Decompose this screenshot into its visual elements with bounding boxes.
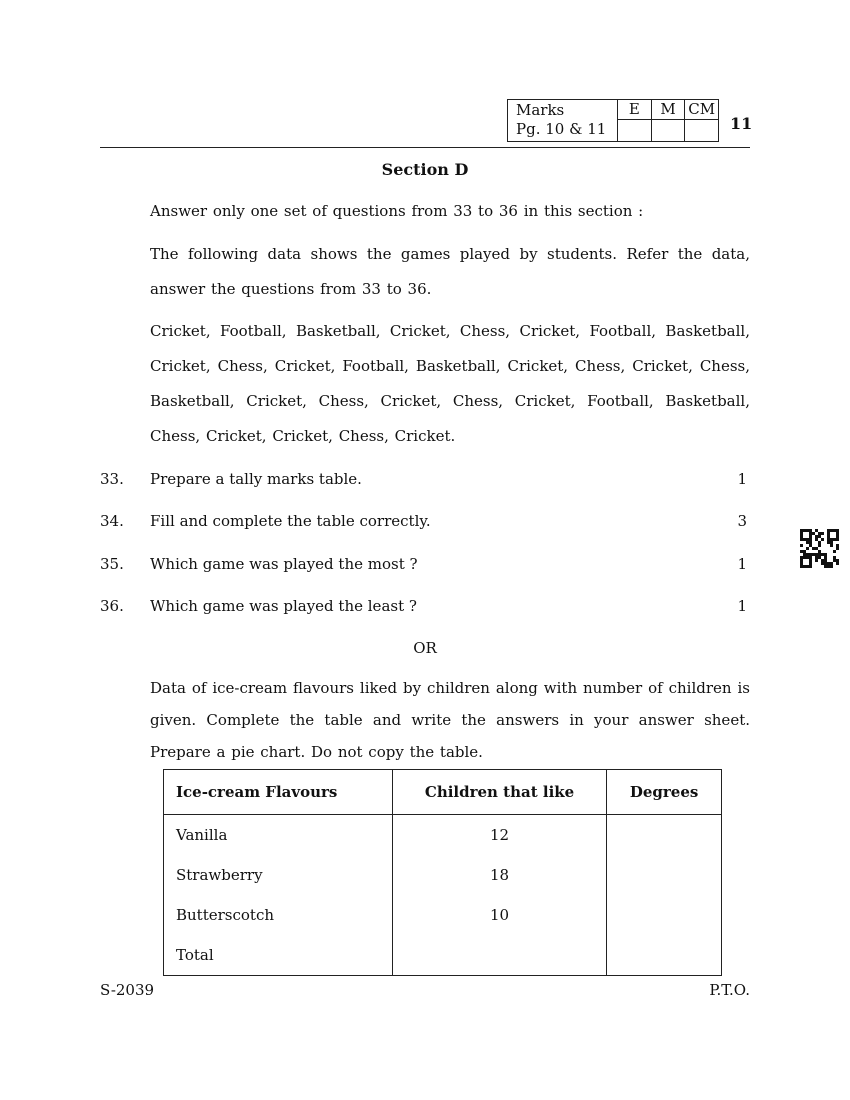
- table-row: [164, 895, 722, 935]
- marks-col-cm: [685, 100, 718, 141]
- marks-label: [508, 100, 618, 141]
- header-divider: [100, 147, 750, 148]
- question-text: Fill and complete the table correctly.: [150, 512, 431, 530]
- marks-col-e: [618, 100, 652, 141]
- table-cell: Strawberry: [164, 855, 393, 895]
- table-cell: [392, 935, 606, 976]
- table-cell: 12: [392, 815, 606, 856]
- table-cell: [607, 895, 722, 935]
- page-number: 11: [730, 114, 753, 133]
- table-cell: [607, 855, 722, 895]
- table-row: [164, 935, 722, 976]
- table-cell: 18: [392, 855, 606, 895]
- marks-col-head: CM: [685, 100, 718, 120]
- question-marks: 1: [737, 597, 747, 615]
- table-row: [164, 855, 722, 895]
- question-marks: 1: [737, 555, 747, 573]
- icecream-table: [163, 769, 722, 976]
- question-number: 34.: [100, 512, 124, 530]
- table-cell: Total: [164, 935, 393, 976]
- marks-label-line2: Pg. 10 & 11: [516, 120, 607, 138]
- marks-col-head: E: [618, 100, 651, 120]
- table-cell: [607, 935, 722, 976]
- marks-box: [507, 99, 719, 142]
- question-35: [100, 555, 750, 575]
- question-34: [100, 512, 750, 532]
- table-header: Children that like: [392, 770, 606, 815]
- question-number: 35.: [100, 555, 124, 573]
- question-36: [100, 597, 750, 617]
- data-intro: The following data shows the games played by students. Refer the data, answer the questions from 33 to 36.: [150, 245, 750, 298]
- table-row: [164, 815, 722, 856]
- qr-code-icon: [800, 529, 839, 568]
- question-33: [100, 470, 750, 490]
- table-header-row: [164, 770, 722, 815]
- question-number: 33.: [100, 470, 124, 488]
- question-text: Which game was played the most ?: [150, 555, 418, 573]
- question-marks: 3: [737, 512, 747, 530]
- table-cell: Butterscotch: [164, 895, 393, 935]
- marks-label-line1: Marks: [516, 101, 565, 119]
- or-divider: OR: [413, 639, 437, 657]
- question-marks: 1: [737, 470, 747, 488]
- question-number: 36.: [100, 597, 124, 615]
- question-text: Which game was played the least ?: [150, 597, 417, 615]
- marks-col-m: [652, 100, 686, 141]
- section-title: Section D: [381, 160, 469, 179]
- table-cell: [607, 815, 722, 856]
- games-data: Cricket, Football, Basketball, Cricket, Chess, Cricket, Football, Basketball, Cricket, Chess, Cricket, Football, Basketball, Cricket, Chess, Cricket, Chess, Basketball, Cricket, Chess, Cricket, Chess, Cricket, Football, Basketball, Chess, Cricket, Cricket, Chess, Cricket.: [150, 322, 750, 445]
- paper-code: S-2039: [100, 981, 155, 999]
- marks-col-head: M: [652, 100, 685, 120]
- table-header: Degrees: [607, 770, 722, 815]
- table-cell: Vanilla: [164, 815, 393, 856]
- section-instruction: Answer only one set of questions from 33 to 36 in this section :: [150, 202, 644, 220]
- table-header: Ice-cream Flavours: [164, 770, 393, 815]
- question-text: Prepare a tally marks table.: [150, 470, 362, 488]
- pto-label: P.T.O.: [709, 981, 750, 999]
- table-cell: 10: [392, 895, 606, 935]
- icecream-intro: Data of ice-cream flavours liked by children along with number of children is given. Complete the table and write the answers in your answer sheet. Prepare a pie chart. Do not copy the table.: [150, 679, 750, 761]
